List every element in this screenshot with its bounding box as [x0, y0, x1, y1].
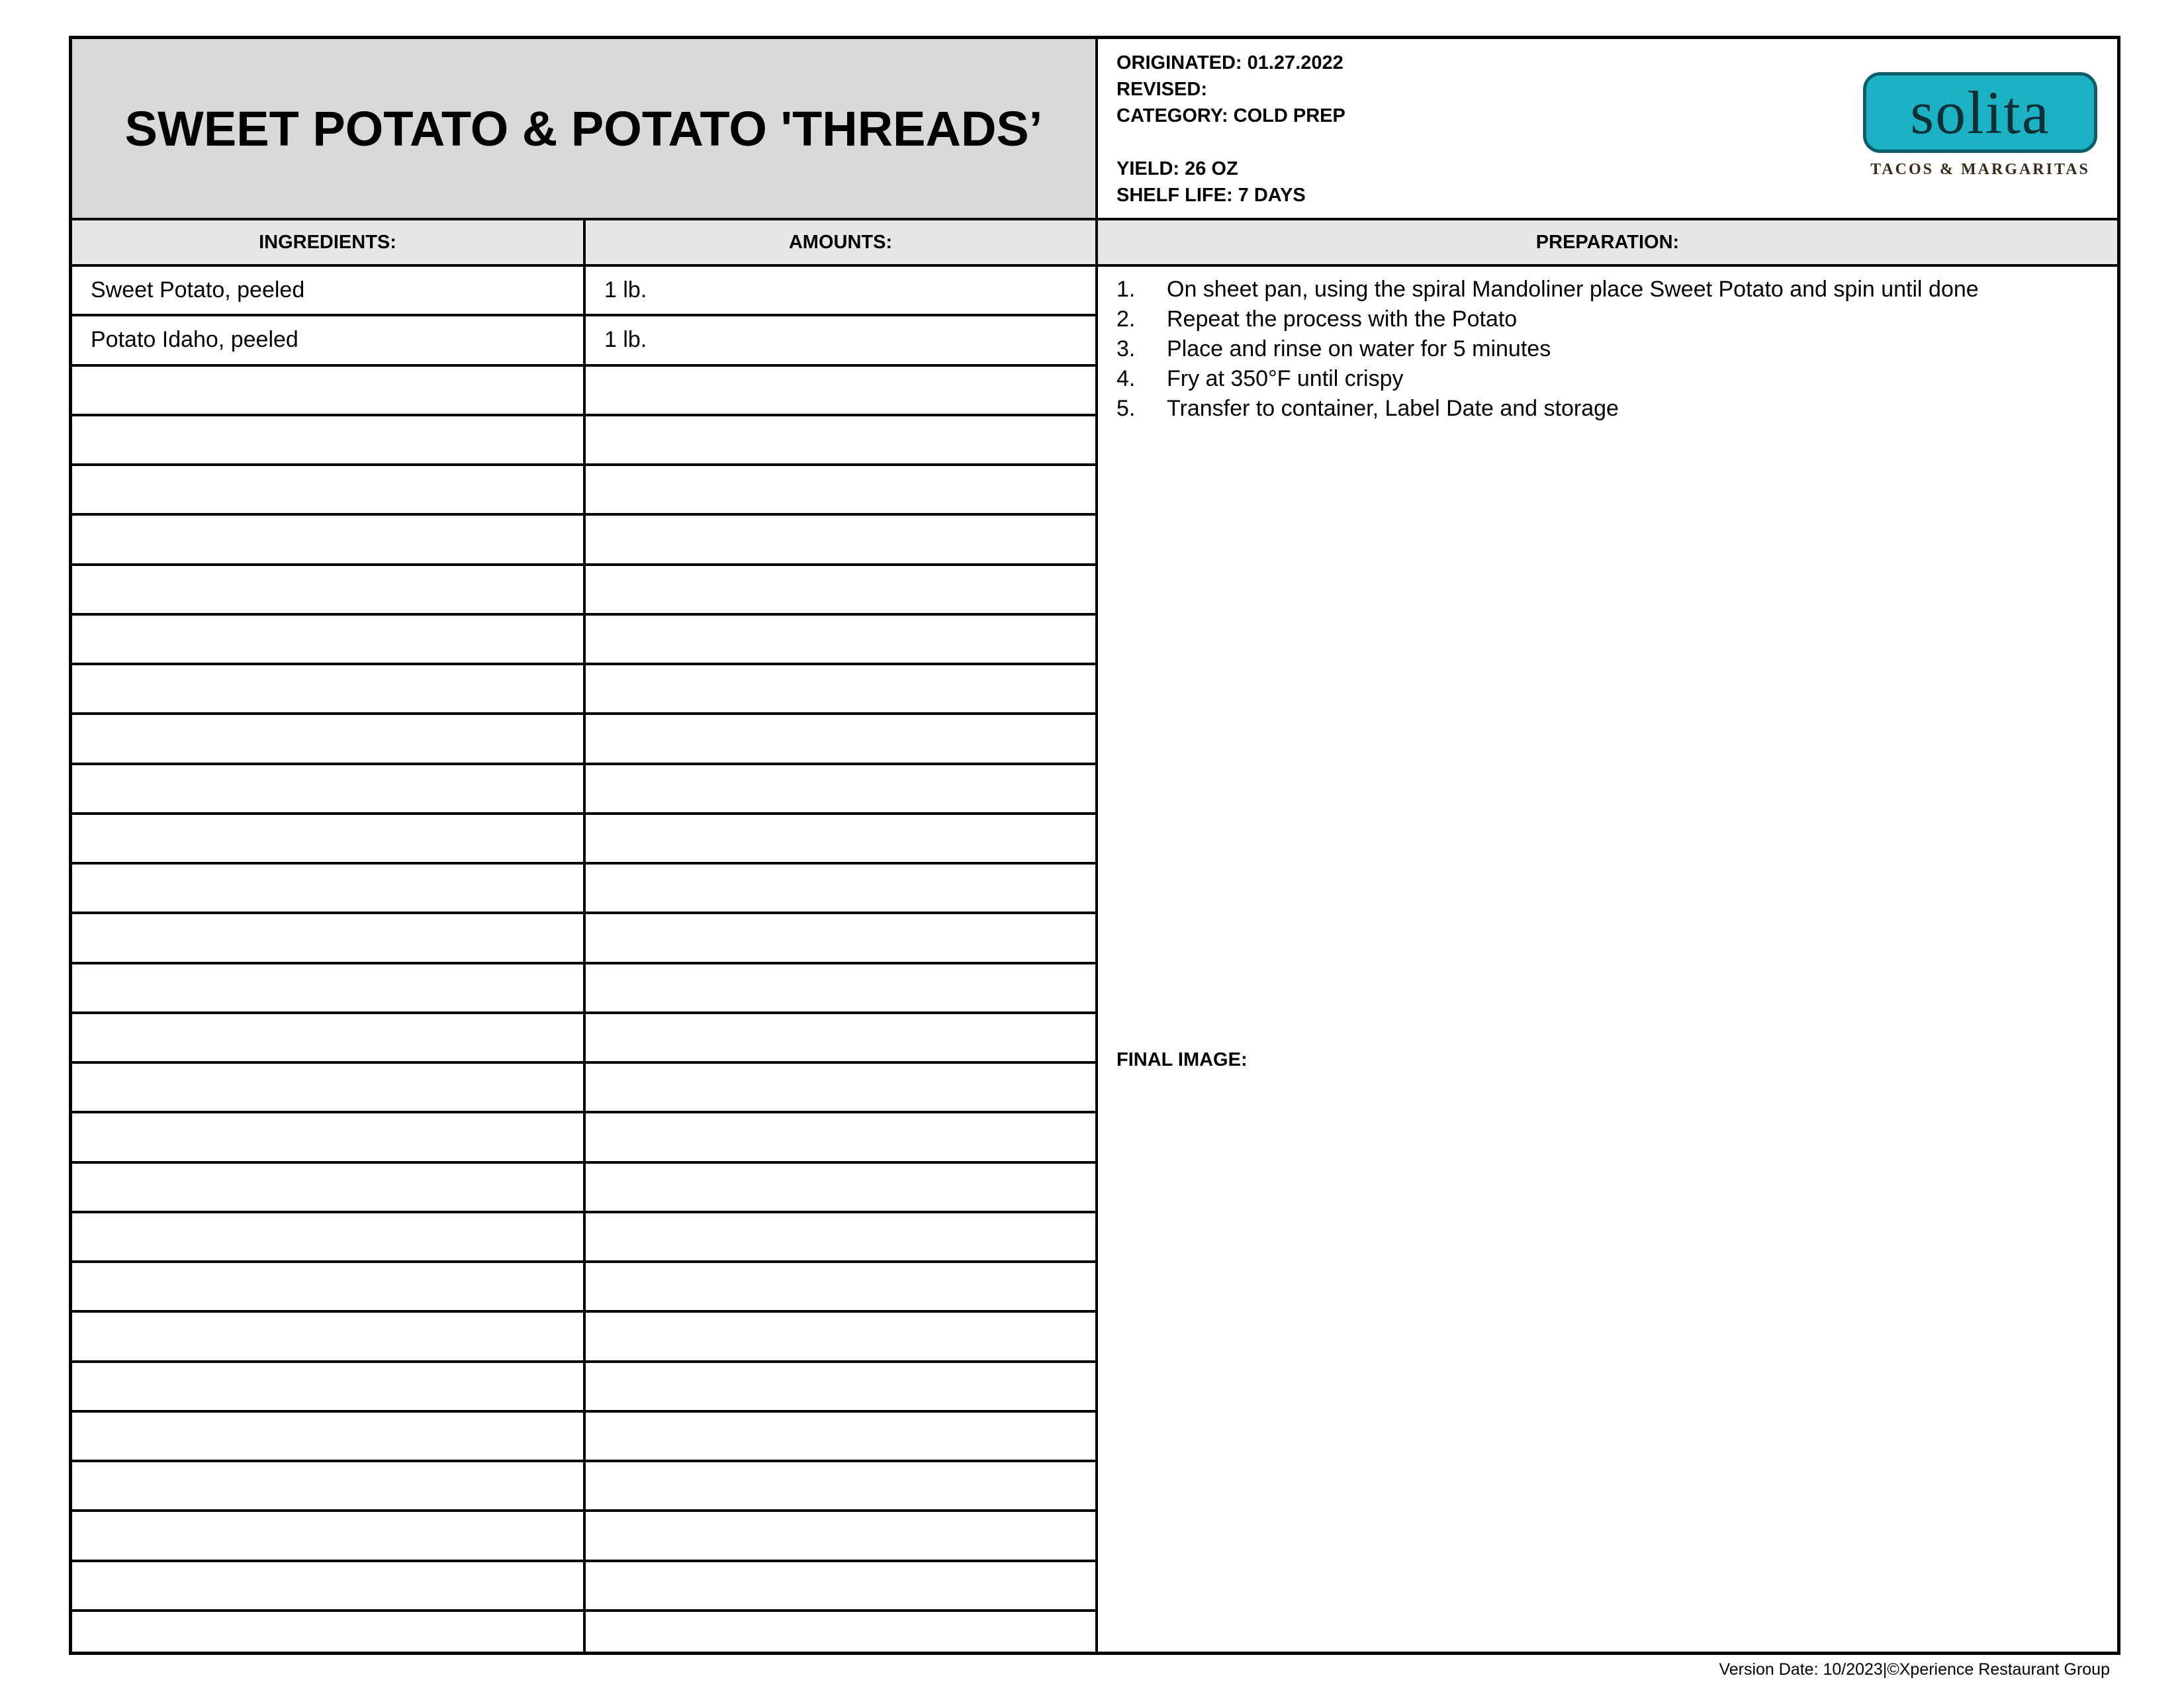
- row-divider: [72, 1310, 1095, 1313]
- revised-date: REVISED:: [1116, 79, 1207, 100]
- logo-badge: [1863, 72, 2097, 153]
- row-divider: [72, 1260, 1095, 1263]
- row-divider: [72, 812, 1095, 815]
- ingredient-name: Sweet Potato, peeled: [91, 277, 305, 303]
- row-divider: [72, 1161, 1095, 1164]
- row-divider: [72, 862, 1095, 865]
- row-divider: [72, 314, 1095, 316]
- row-divider: [72, 1410, 1095, 1413]
- recipe-card: [69, 36, 2120, 1655]
- row-divider: [72, 763, 1095, 765]
- row-divider: [72, 663, 1095, 665]
- row-divider: [72, 712, 1095, 715]
- yield: YIELD: 26 OZ: [1116, 158, 1238, 179]
- row-divider: [72, 1609, 1095, 1612]
- row-divider: [72, 1360, 1095, 1363]
- final-image-label: FINAL IMAGE:: [1116, 1049, 1248, 1070]
- row-divider: [72, 1211, 1095, 1213]
- amounts-header: AMOUNTS:: [586, 220, 1095, 264]
- prep-step: 4. Fry at 350°F until crispy: [1116, 366, 1404, 391]
- divider-amounts: [583, 218, 586, 1652]
- row-divider: [72, 962, 1095, 964]
- row-divider: [72, 613, 1095, 616]
- version-footer: Version Date: 10/2023|©Xperience Restaurant Group: [1719, 1660, 2110, 1679]
- ingredient-amount: 1 lb.: [604, 327, 647, 352]
- shelf-life: SHELF LIFE: 7 DAYS: [1116, 185, 1306, 206]
- divider-prep: [1095, 39, 1098, 1652]
- solita-logo: [1863, 72, 2104, 191]
- row-divider: [72, 563, 1095, 566]
- row-divider: [72, 513, 1095, 516]
- logo-tagline: TACOS & MARGARITAS: [1870, 161, 2090, 178]
- prep-step: 1. On sheet pan, using the spiral Mandoliner place Sweet Potato and spin until done: [1116, 277, 1979, 302]
- row-divider: [72, 1560, 1095, 1562]
- category: CATEGORY: COLD PREP: [1116, 105, 1345, 126]
- prep-step: 2. Repeat the process with the Potato: [1116, 306, 1518, 332]
- originated-date: ORIGINATED: 01.27.2022: [1116, 52, 1343, 73]
- recipe-title: SWEET POTATO & POTATO 'THREADS’: [124, 101, 1043, 156]
- ingredient-amount: 1 lb.: [604, 277, 647, 303]
- row-divider: [72, 463, 1095, 466]
- row-divider: [72, 414, 1095, 416]
- preparation-header: PREPARATION:: [1098, 220, 2117, 264]
- logo-wordmark: solita: [1910, 79, 2050, 146]
- row-divider: [72, 912, 1095, 914]
- title-cell: [72, 39, 1095, 218]
- row-divider: [72, 1509, 1095, 1512]
- row-divider: [72, 1061, 1095, 1064]
- ingredient-name: Potato Idaho, peeled: [91, 327, 298, 352]
- row-divider: [72, 1011, 1095, 1014]
- column-header-divider: [72, 264, 2117, 267]
- prep-step: 5. Transfer to container, Label Date and storage: [1116, 396, 1619, 421]
- row-divider: [72, 1111, 1095, 1113]
- preparation-steps: [1116, 275, 2096, 424]
- prep-step: 3. Place and rinse on water for 5 minutes: [1116, 336, 1551, 361]
- row-divider: [72, 364, 1095, 367]
- row-divider: [72, 1460, 1095, 1462]
- ingredients-header: INGREDIENTS:: [72, 220, 583, 264]
